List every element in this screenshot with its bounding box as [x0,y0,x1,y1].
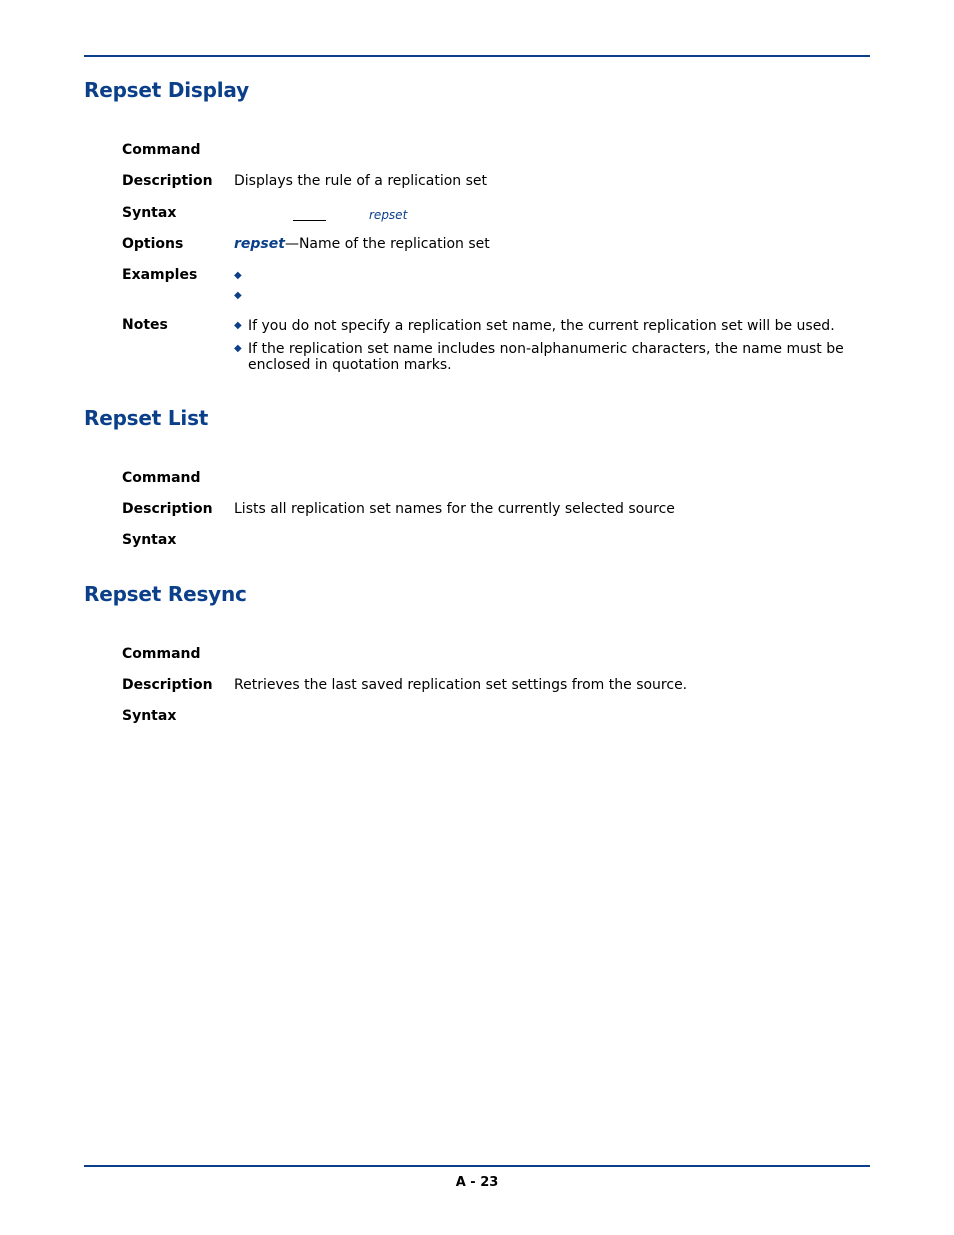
label-notes: Notes [122,317,168,333]
section-heading-repset-resync: Repset Resync [84,582,247,606]
label-command: Command [122,142,201,158]
note-bullet-1: ◆ [234,320,242,331]
section-heading-repset-list: Repset List [84,406,209,430]
note-item-1: If you do not specify a replication set name, the current replication set will be used. [248,318,835,334]
header-rule [84,55,870,57]
label-syntax: Syntax [122,532,177,548]
page-number: A - 23 [455,1175,499,1190]
footer-rule [84,1165,870,1167]
example-bullet-1: ◆ [234,270,242,281]
label-options: Options [122,236,184,252]
value-description: Retrieves the last saved replication set settings from the source. [234,677,688,693]
note-bullet-2: ◆ [234,343,242,354]
note-item-2: If the replication set name includes non-alphanumeric characters, the name must be enclosed in quotation marks. [248,341,844,373]
label-examples: Examples [122,267,198,283]
label-description: Description [122,501,213,517]
example-bullet-2: ◆ [234,290,242,301]
option-description: —Name of the replication set [284,236,490,252]
section-heading-repset-display: Repset Display [84,78,249,102]
value-description: Displays the rule of a replication set [234,173,487,189]
value-description: Lists all replication set names for the currently selected source [234,501,675,517]
label-command: Command [122,470,201,486]
label-description: Description [122,173,213,189]
label-syntax: Syntax [122,708,177,724]
syntax-variable: repset [369,208,408,222]
value-options [234,236,490,252]
label-description: Description [122,677,213,693]
option-variable: repset [234,236,285,252]
label-command: Command [122,646,201,662]
label-syntax: Syntax [122,205,177,221]
syntax-underline [293,220,326,221]
